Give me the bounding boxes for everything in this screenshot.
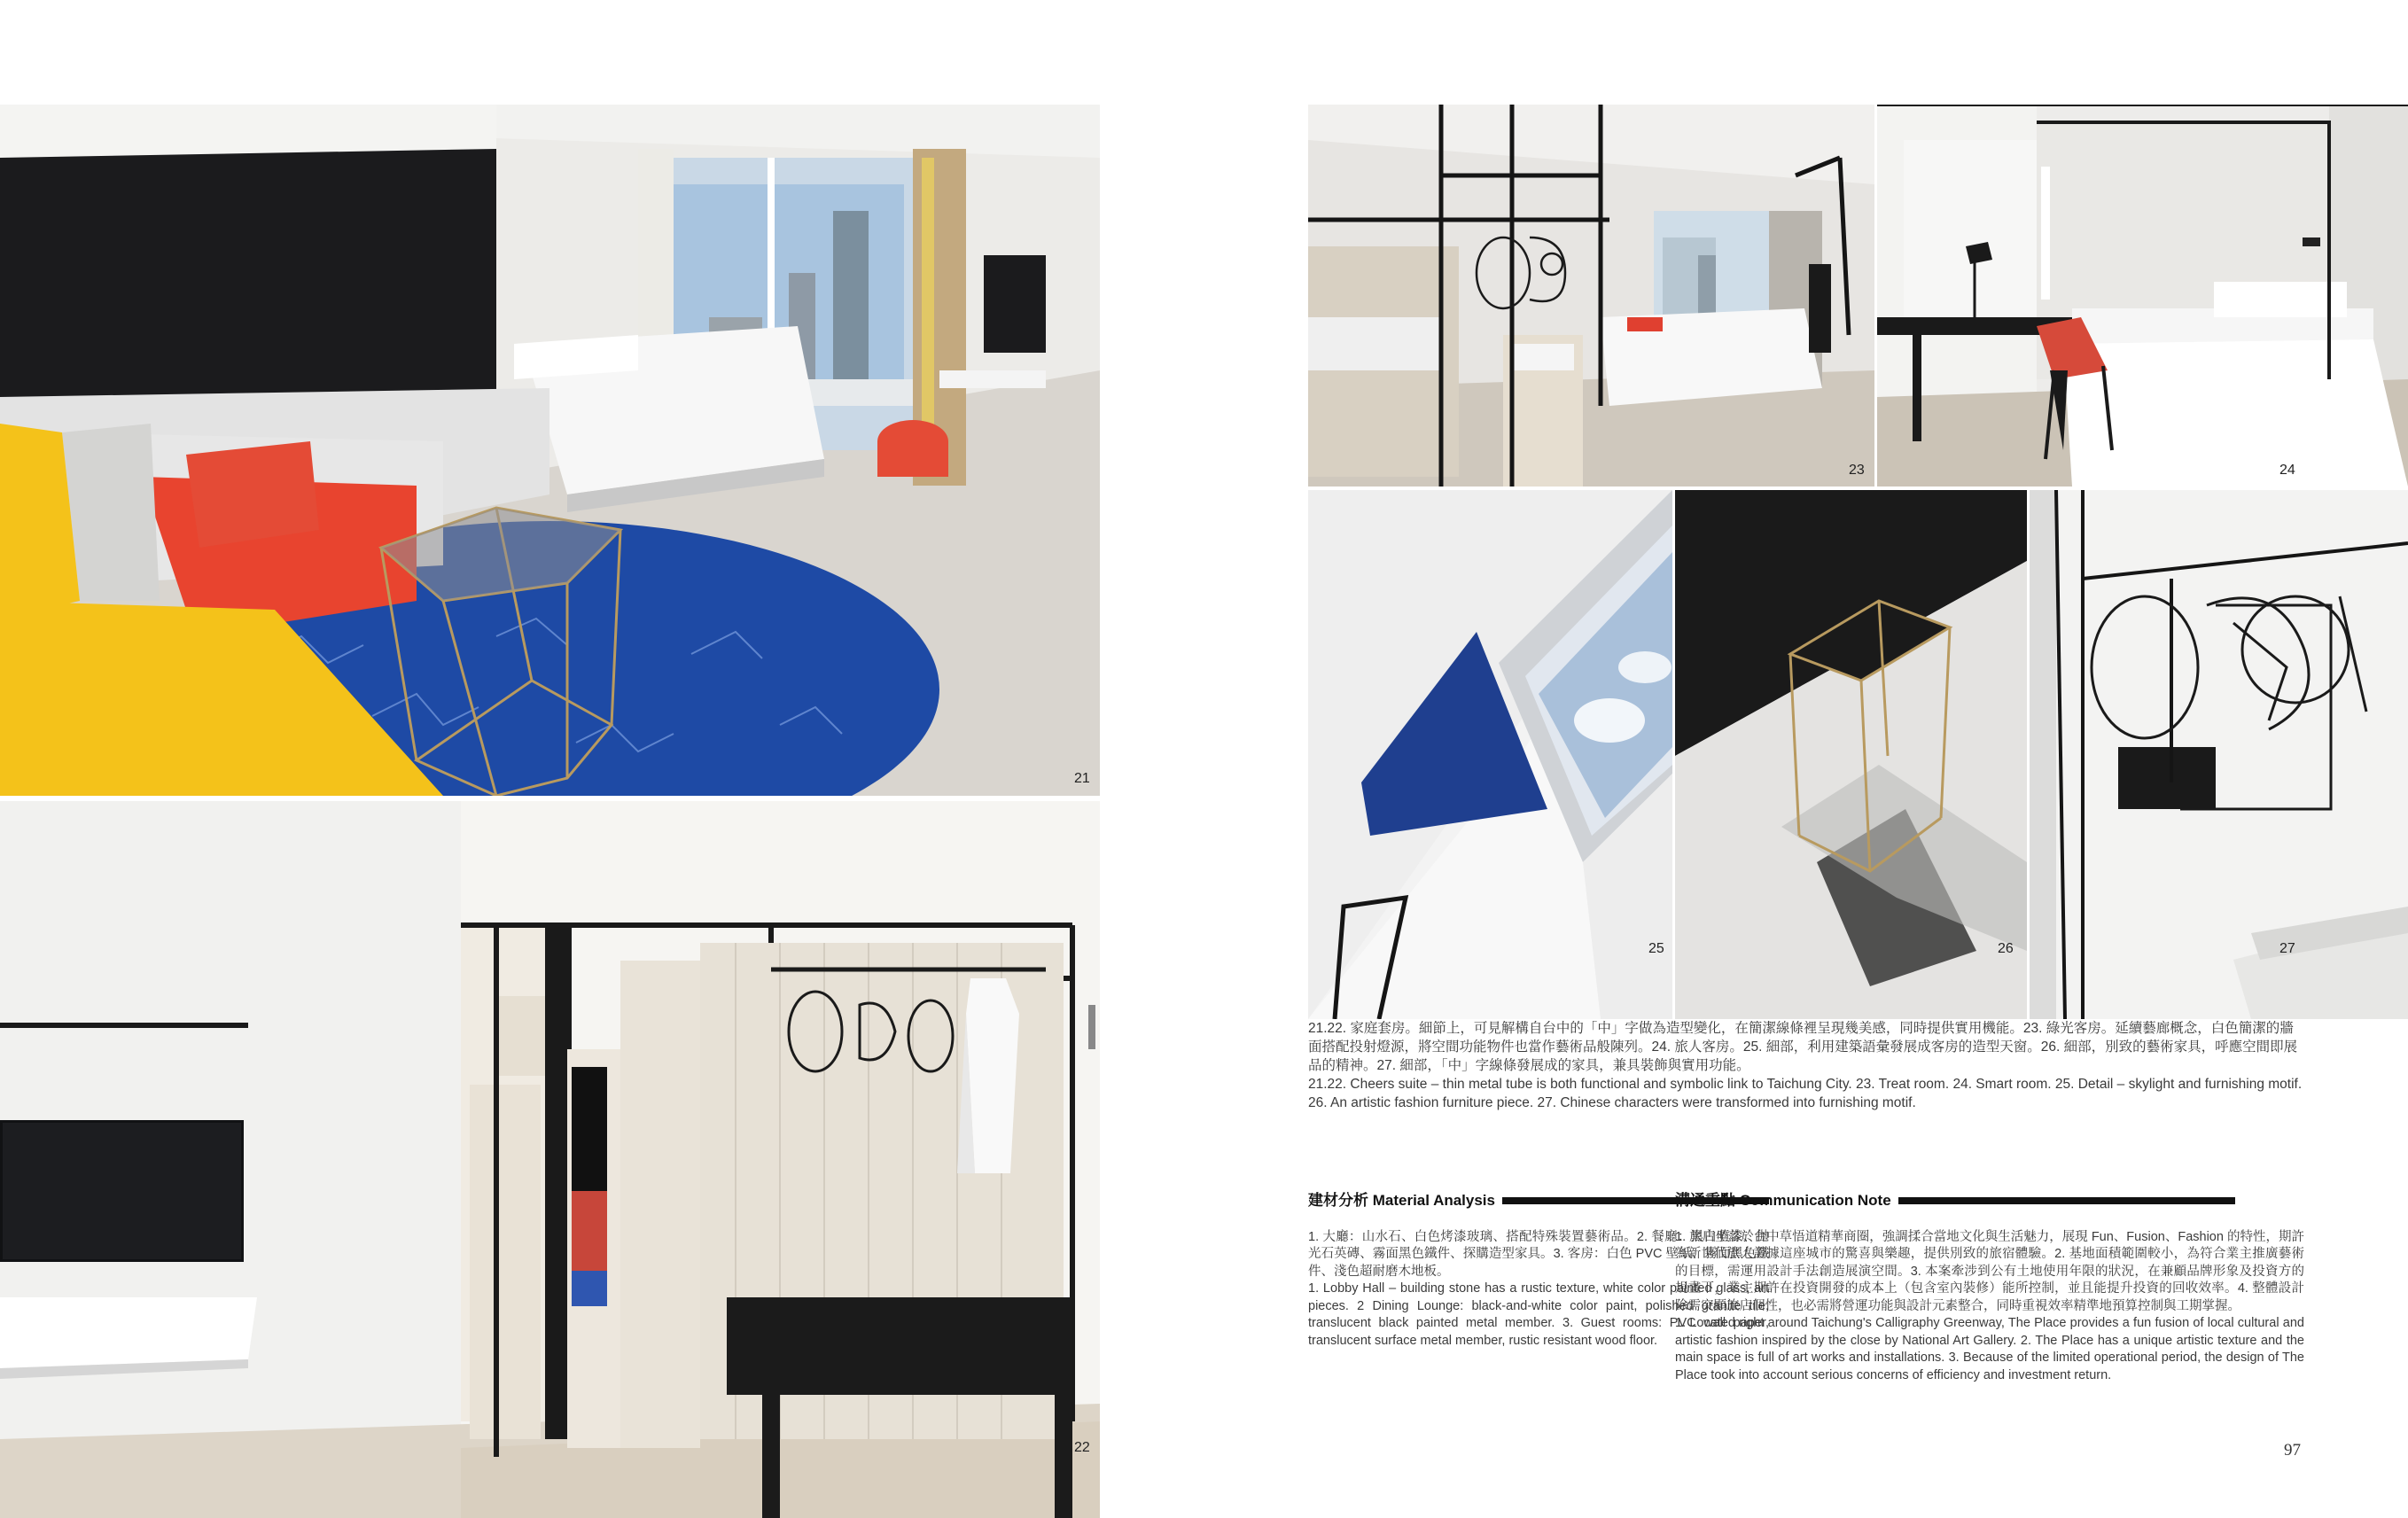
communication-en: 1. Located right around Taichung's Calligraphy Greenway, The Place provides a fun fusion of local cultural and artistic fashion inspired by the close by National Art Gallery. 2. The Place has a unique artistic texture and the main space is full of art works and installations. 3. Because of the limited operational period, the design of The Place took into account serious concerns of efficiency and investment return. — [1675, 1316, 2304, 1382]
material-zh: 1. 大廳：山水石、白色烤漆玻璃、搭配特殊裝置藝術品。2. 餐廳：黑白噴漆、拋光石英磚、霧面黑色鐵件、探購造型家具。3. 客房：白色 PVC 壁紙、霧面黑色鐵件、淺色超耐磨木地板。 — [1308, 1229, 1769, 1279]
photo-26-furniture-detail — [1675, 490, 2027, 1019]
material-en: 1. Lobby Hall – building stone has a rustic texture, white color painted glass, art pieces. 2 Dining Lounge: black-and-white color paint, polished granite tile, translucent black painted metal member. 3. Guest rooms: PVC wall paper, translucent surface metal member, rustic resistant wood floor. — [1308, 1281, 1769, 1348]
caption-zh: 21.22. 家庭套房。細節上，可見解構自台中的「中」字做為造型變化，在簡潔線條裡呈現幾美感，同時提供實用機能。23. 綠光客房。延續藝廊概念，白色簡潔的牆面搭配投射燈源，將空間功能物件也當作藝術品般陳列。24. 旅人客房。25. 細部，利用建築語彙發展成客房的造型天窗。26. 細部，別致的藝術家具，呼應空間即展品的精神。27. 細部，「中」字線條發展成的家具，兼具裝飾與實用功能。 — [1308, 1021, 2298, 1073]
heading-rule — [1898, 1197, 2235, 1204]
communication-note-heading: 溝通重點 Communication Note — [1675, 1192, 2304, 1210]
photo-number-22: 22 — [1074, 1440, 1090, 1455]
communication-note-section — [1675, 1192, 2304, 1384]
photo-number-24: 24 — [2279, 463, 2295, 478]
page-number: 97 — [2284, 1441, 2301, 1460]
communication-zh: 1. 旅店坐落於台中草悟道精華商圈，強調揉合當地文化與生活魅力，展現 Fun、Fusion、Fashion 的特性，期許為新世代旅人證據這座城市的驚喜與樂趣，提供別致的旅宿體驗。2. 基地面積範圍較小，為符合業主推廣藝術的目標，需運用設計手法創造展演空間。3. 本案牽涉到公有土地使用年限的狀況，在兼顧品牌形象及投資方的規畫下，業主期許在投資開發的成本上（包含室內裝修）能所控制，並且能提升投資的回收效率。4. 整體設計除需突顯旅店個性，也必需將營運功能與設計元素整合，同時重視效率精準地預算控制與工期掌握。 — [1675, 1229, 2304, 1313]
photo-number-26: 26 — [1998, 941, 2014, 956]
photo-caption — [1308, 1019, 2305, 1112]
photo-21-family-suite — [0, 105, 1100, 796]
photo-23-treat-room — [1308, 105, 1874, 487]
material-analysis-heading: 建材分析 Material Analysis — [1308, 1192, 1769, 1210]
photo-number-23: 23 — [1849, 463, 1865, 478]
photo-number-25: 25 — [1648, 941, 1664, 956]
photo-number-27: 27 — [2279, 941, 2295, 956]
photo-27-chinese-character-motif — [2030, 490, 2408, 1019]
caption-en: 21.22. Cheers suite – thin metal tube is both functional and symbolic link to Taichung City. 23. Treat room. 24. Smart room. 25. Detail – skylight and furnishing motif. 26. An artistic fashion furniture piece. 27. Chinese characters were transformed into furnishing motif. — [1308, 1077, 2303, 1110]
photo-number-21: 21 — [1074, 771, 1090, 786]
photo-22-cheers-suite — [0, 801, 1100, 1518]
photo-25-skylight-detail — [1308, 490, 1672, 1019]
photo-24-smart-room — [1877, 105, 2408, 487]
